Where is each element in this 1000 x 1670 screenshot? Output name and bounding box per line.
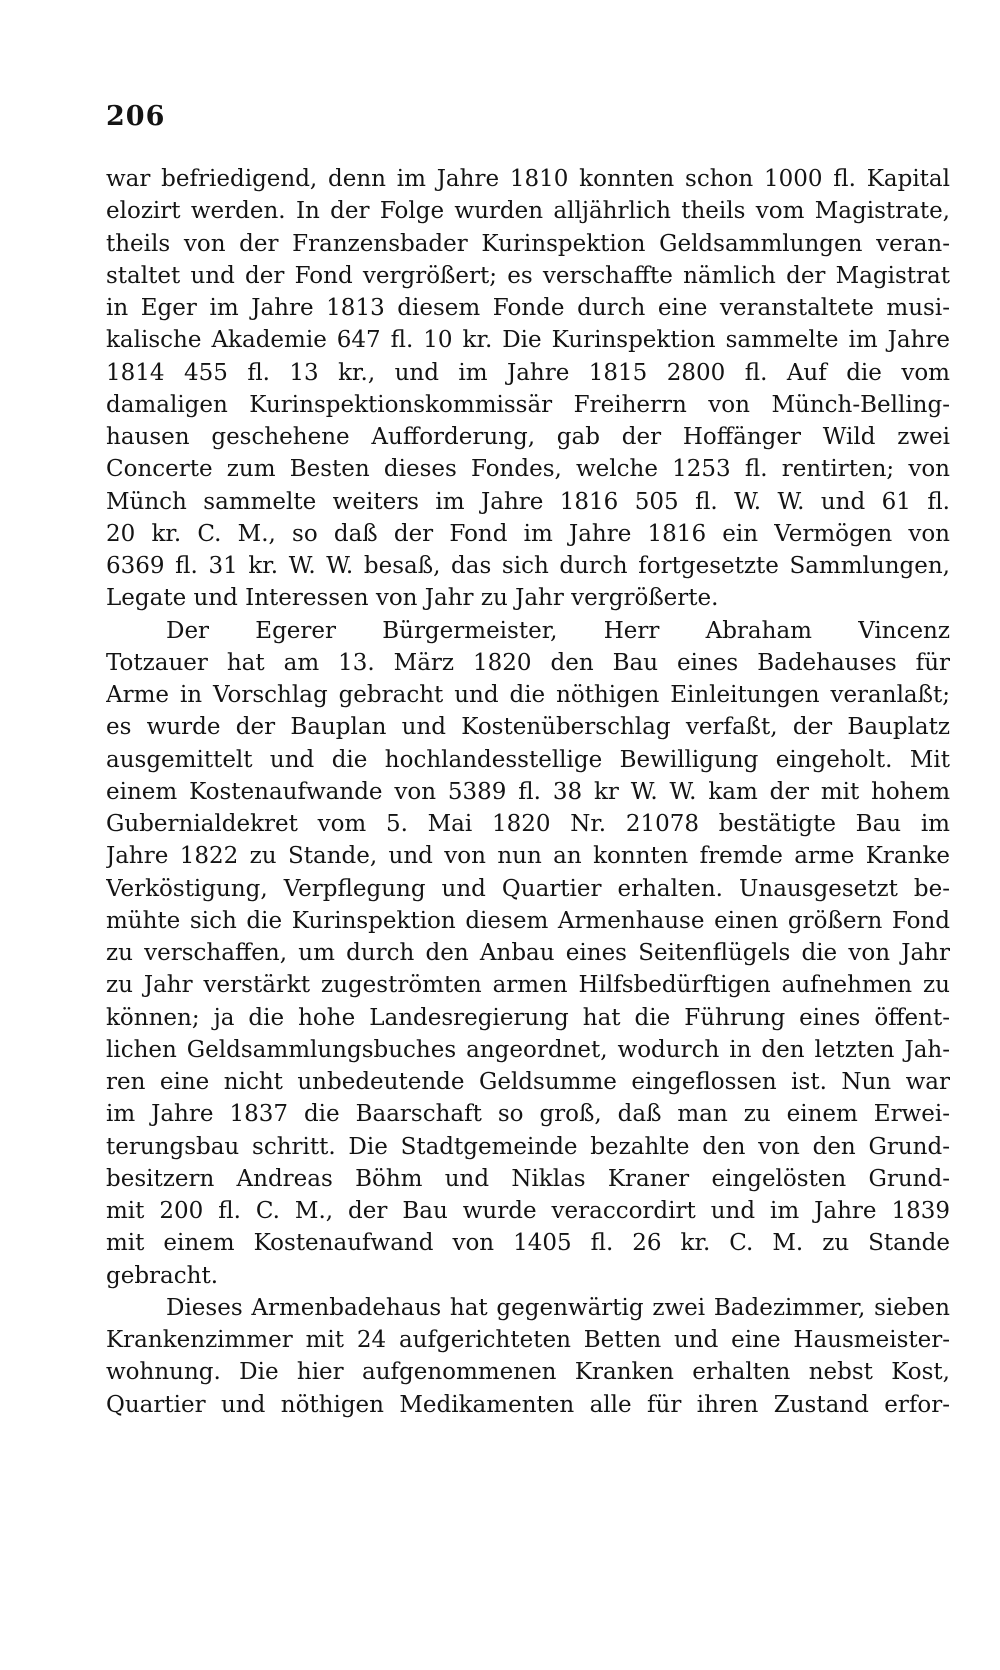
text-line: gebracht. xyxy=(106,1262,219,1289)
text-line: zu verschaffen, um durch den Anbau eines Seitenflügels die von Jahr xyxy=(106,940,950,966)
text-line: mühte sich die Kurinspektion diesem Armenhause einen größern Fond xyxy=(106,907,950,934)
text-line: 20 kr. C. M., so daß der Fond im Jahre 1816 ein Vermögen von xyxy=(106,520,950,547)
text-line: ren eine nicht unbedeutende Geldsumme eingeflossen ist. Nun war xyxy=(106,1069,950,1095)
text-line: damaligen Kurinspektionskommissär Freiherrn von Münch-Belling- xyxy=(106,391,950,418)
text-line: Verköstigung, Verpflegung und Quartier erhalten. Unausgesetzt be- xyxy=(106,875,950,902)
page-number: 206 xyxy=(106,101,166,132)
text-line: Quartier und nöthigen Medikamenten alle für ihren Zustand erfor- xyxy=(106,1391,950,1418)
paragraph xyxy=(106,615,950,1292)
text-line: es wurde der Bauplan und Kostenüberschlag verfaßt, der Bauplatz xyxy=(106,714,950,741)
text-line: im Jahre 1837 die Baarschaft so groß, daß man zu einem Erwei- xyxy=(106,1101,950,1128)
paragraph xyxy=(106,1292,950,1421)
text-line: können; ja die hohe Landesregierung hat die Führung eines öffent- xyxy=(106,1004,950,1031)
text-line: in Eger im Jahre 1813 diesem Fonde durch eine veranstaltete musi- xyxy=(106,295,950,321)
text-line: Münch sammelte weiters im Jahre 1816 505 fl. W. W. und 61 fl. xyxy=(106,488,950,515)
text-line: 6369 fl. 31 kr. W. W. besaß, das sich durch fortgesetzte Sammlungen, xyxy=(106,553,950,579)
text-line: Jahre 1822 zu Stande, und von nun an konnten fremde arme Kranke xyxy=(106,843,950,870)
text-line: Totzauer hat am 13. März 1820 den Bau eines Badehauses für xyxy=(106,649,950,676)
text-line: ausgemittelt und die hochlandesstellige Bewilligung eingeholt. Mit xyxy=(106,746,950,773)
text-line: Krankenzimmer mit 24 aufgerichteten Betten und eine Hausmeister- xyxy=(106,1327,950,1353)
text-line: mit 200 fl. C. M., der Bau wurde veraccordirt und im Jahre 1839 xyxy=(106,1198,950,1224)
text-line: Gubernialdekret vom 5. Mai 1820 Nr. 21078 bestätigte Bau im xyxy=(106,811,950,837)
text-line: kalische Akademie 647 fl. 10 kr. Die Kurinspektion sammelte im Jahre xyxy=(106,327,950,354)
text-line: einem Kostenaufwande von 5389 fl. 38 kr W. W. kam der mit hohem xyxy=(106,778,950,805)
text-line: Concerte zum Besten dieses Fondes, welche 1253 fl. rentirten; von xyxy=(106,456,950,483)
text-line: besitzern Andreas Böhm und Niklas Kraner eingelösten Grund- xyxy=(106,1165,950,1192)
text-line: lichen Geldsammlungsbuches angeordnet, wodurch in den letzten Jah- xyxy=(106,1036,950,1063)
text-line: Legate und Interessen von Jahr zu Jahr vergrößerte. xyxy=(106,585,719,612)
text-line: staltet und der Fond vergrößert; es verschaffte nämlich der Magistrat xyxy=(106,262,950,289)
text-line: theils von der Franzensbader Kurinspektion Geldsammlungen veran- xyxy=(106,230,950,257)
page-text xyxy=(106,163,950,1421)
text-line: zu Jahr verstärkt zugeströmten armen Hilfsbedürftigen aufnehmen zu xyxy=(106,972,950,999)
text-line: Der Egerer Bürgermeister, Herr Abraham Vincenz xyxy=(166,617,950,644)
text-line: elozirt werden. In der Folge wurden alljährlich theils vom Magistrate, xyxy=(106,198,950,225)
text-line: Arme in Vorschlag gebracht und die nöthigen Einleitungen veranlaßt; xyxy=(106,682,950,708)
text-line: hausen geschehene Aufforderung, gab der Hoffänger Wild zwei xyxy=(106,424,950,450)
text-line: war befriedigend, denn im Jahre 1810 konnten schon 1000 fl. Kapital xyxy=(106,166,950,192)
text-line: wohnung. Die hier aufgenommenen Kranken erhalten nebst Kost, xyxy=(106,1359,950,1386)
text-line: mit einem Kostenaufwand von 1405 fl. 26 kr. C. M. zu Stande xyxy=(106,1230,950,1257)
text-line: 1814 455 fl. 13 kr., und im Jahre 1815 2800 fl. Auf die vom xyxy=(106,359,950,386)
text-line: terungsbau schritt. Die Stadtgemeinde bezahlte den von den Grund- xyxy=(106,1133,950,1160)
text-line: Dieses Armenbadehaus hat gegenwärtig zwei Badezimmer, sieben xyxy=(166,1294,950,1321)
paragraph xyxy=(106,163,950,615)
